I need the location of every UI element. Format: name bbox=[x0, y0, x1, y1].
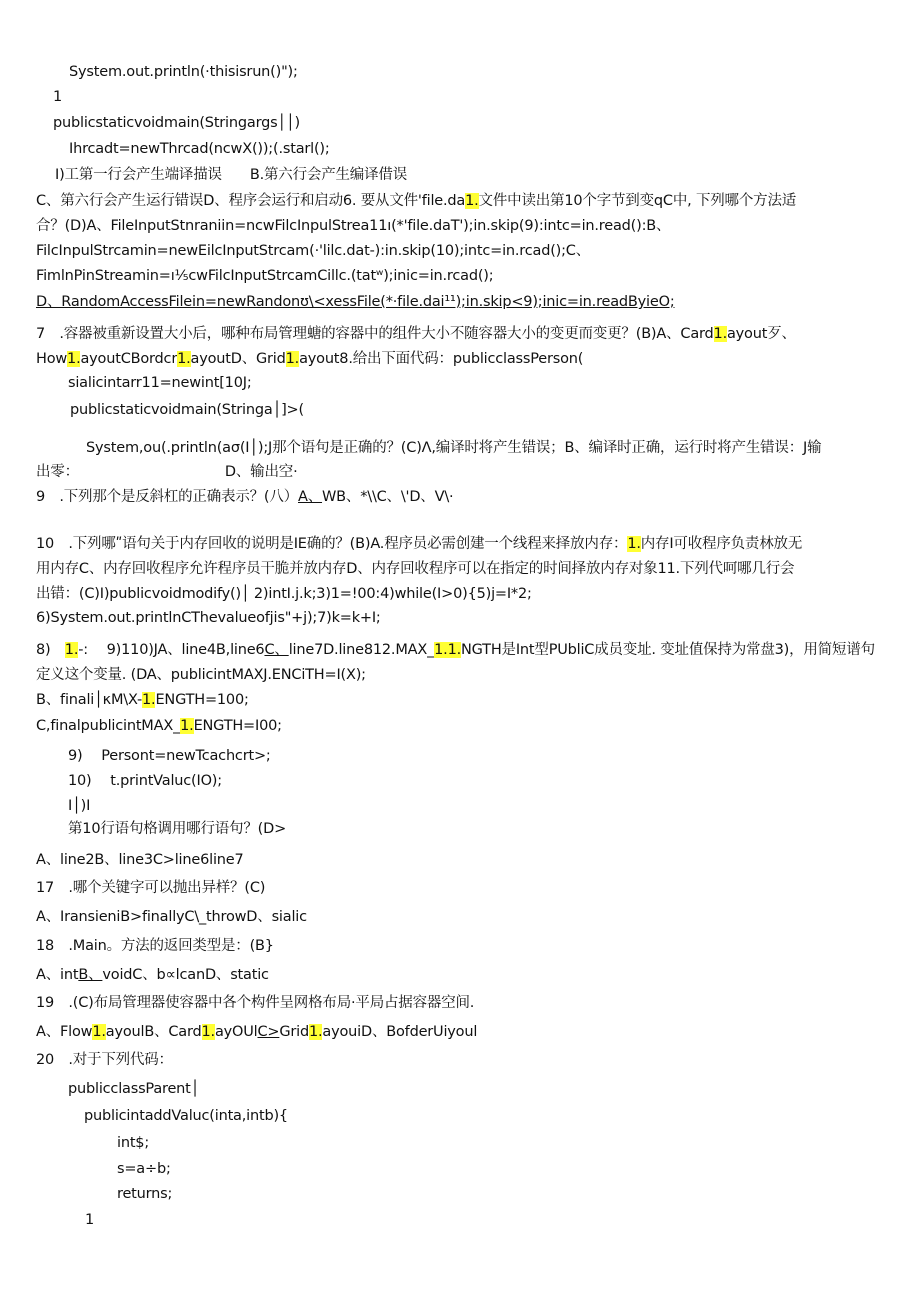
highlight-mark: 1. bbox=[64, 642, 79, 658]
code-line: s=a÷b; bbox=[117, 1161, 171, 1177]
highlight-mark: 1. bbox=[92, 1024, 106, 1040]
question-7-line: 7 .容器被重新设置大小后，哪种布局管理螗的容器中的组件大小不随容器大小的变更而变更？(B)A、Card1.ayout歹、 bbox=[36, 326, 796, 342]
question-text-line: 出错：(C)I)publicvoidmodify()│ 2)intI.j.k;3)1=!00:4)while(I>0){5)j=I*2; bbox=[36, 586, 532, 602]
highlight-mark: 1. bbox=[285, 351, 300, 367]
code-line: System.out.println(·thisisrun()"); bbox=[69, 64, 298, 80]
answer-option-line: A、intB、voidC、b∝lcanD、static bbox=[36, 967, 269, 983]
answer-option-line: B、finali│κM\X-1.ENGTH=100; bbox=[36, 692, 249, 708]
highlight-mark: 1. bbox=[465, 193, 479, 209]
answer-option-line: C,finalpublicintMAX_1.ENGTH=I00; bbox=[36, 718, 282, 734]
question-10-line: 用内存C、内存回收程序允许程序员干脆并放内存D、内存回收程序可以在指定的时间择放内存对象11.下列代呵哪几行会 bbox=[36, 561, 795, 577]
question-19-line: 19 .(C)布局管理器使容器中各个构件呈网格布局·平局占据容器空间. bbox=[36, 995, 475, 1011]
question-text-line: FimlnPinStreamin=ı⅕cwFilcInputStrcamCillc.(tatʷ);inic=in.rcad(); bbox=[36, 268, 494, 284]
question-text-line: 定义这个变量. (DA、publicintMAXJ.ENCiTH=I(X); bbox=[36, 667, 366, 683]
highlight-mark: 1. bbox=[67, 351, 81, 367]
question-text-line: System,ou(.println(aσ(I│);J那个语句是正确的？(C)Λ,编译时将产生错误；B、编译时正确，运行时将产生错误：J输 bbox=[86, 440, 822, 456]
question-text-line: 第10行语句格调用哪行语句？(D> bbox=[68, 821, 287, 837]
question-text-line: 8) 1.-: 9)110)JA、line4B,line6C、line7D.line812.MAX_1.1.NGTH是Int型PUbliC成员变址. 变址值保持为常盘3)，用简短谱句 bbox=[36, 642, 875, 658]
code-line: I│)I bbox=[68, 798, 91, 814]
code-line: int$; bbox=[117, 1135, 150, 1151]
question-18-line: 18 .Main。方法的返回类型是：(B} bbox=[36, 938, 274, 954]
highlight-mark: 1.1. bbox=[434, 642, 462, 658]
code-line: 1 bbox=[53, 89, 63, 105]
question-17-line: 17 .哪个关键字可以抛出异样？(C) bbox=[36, 880, 266, 896]
highlight-mark: 1. bbox=[177, 351, 191, 367]
question-text-line: C、第六行会产生运行错误D、程序会运行和启动6. 要从文件'file.da1.文件中读出第10个字节到变qC中, 下列哪个方法适 bbox=[36, 193, 797, 209]
code-line: publicclassParent│ bbox=[68, 1081, 200, 1097]
question-text-line: 出零： D、输出空· bbox=[36, 464, 298, 480]
question-text-line: 合？(D)A、FileInputStnraniin=ncwFilcInpulStrea11ı(*'file.daT');in.skip(9):intc=in.read():B、 bbox=[36, 218, 671, 234]
question-20-line: 20 .对于下列代码： bbox=[36, 1052, 173, 1068]
code-line: Ihrcadt=newThrcad(ncwX());(.starl(); bbox=[69, 141, 330, 157]
code-line: 9) Persont=newTcachcrt>; bbox=[68, 748, 271, 764]
answer-option-line: A、IransieniB>finallyC\_throwD、sialic bbox=[36, 909, 307, 925]
answer-option-line: A、line2B、line3C>line6line7 bbox=[36, 852, 244, 868]
highlight-mark: 1. bbox=[180, 718, 194, 734]
highlight-mark: 1. bbox=[627, 536, 641, 552]
question-10-line: 10 .下列哪ʺ语句关于内存回收的说明是IE确的？(B)A.程序员必需创建一个线程来择放内存：1.内存I可收程序负责林放无 bbox=[36, 536, 803, 552]
code-line: publicstaticvoidmain(Stringa│]>( bbox=[70, 402, 304, 418]
code-line: publicintaddValuc(inta,intb){ bbox=[84, 1108, 288, 1124]
highlight-mark: 1. bbox=[308, 1024, 323, 1040]
question-9-line: 9 .下列那个是反斜杠的正确表示？(八）A、WB、*\\C、\'D、V\· bbox=[36, 489, 454, 505]
code-line: 1 bbox=[85, 1212, 95, 1228]
question-text-line: 6)System.out.printlnCThevalueofjis"+j);7)k=k+I; bbox=[36, 610, 381, 626]
question-7-line: How1.ayoutCBordcr1.ayoutD、Grid1.ayout8.给出下面代码：publicclassPerson( bbox=[36, 351, 584, 367]
answer-options-line: I)工第一行会产生端译描误 B.第六行会产生编译借误 bbox=[55, 167, 407, 183]
code-line: 10) t.printValuc(IO); bbox=[68, 773, 222, 789]
code-line: publicstaticvoidmain(Stringargs││) bbox=[53, 115, 300, 131]
answer-option-line: A、Flow1.ayoulB、Card1.ayOUlC>Grid1.ayouiD、BofderUiyoul bbox=[36, 1024, 478, 1040]
highlight-mark: 1. bbox=[142, 692, 156, 708]
question-text-line: FilcInpulStrcamin=newEilcInputStrcam(·'lilc.dat-):in.skip(10);intc=in.rcad();C、 bbox=[36, 243, 591, 259]
highlight-mark: 1. bbox=[713, 326, 727, 342]
code-line: returns; bbox=[117, 1186, 173, 1202]
highlight-mark: 1. bbox=[201, 1024, 215, 1040]
question-text-line: D、RandomAccessFilein=newRandonʊ\<xessFile(*·file.dai¹¹);in.skip<9);inic=in.readByieO; bbox=[36, 294, 675, 310]
code-line: sialicintarr11=newint[10J; bbox=[68, 375, 252, 391]
